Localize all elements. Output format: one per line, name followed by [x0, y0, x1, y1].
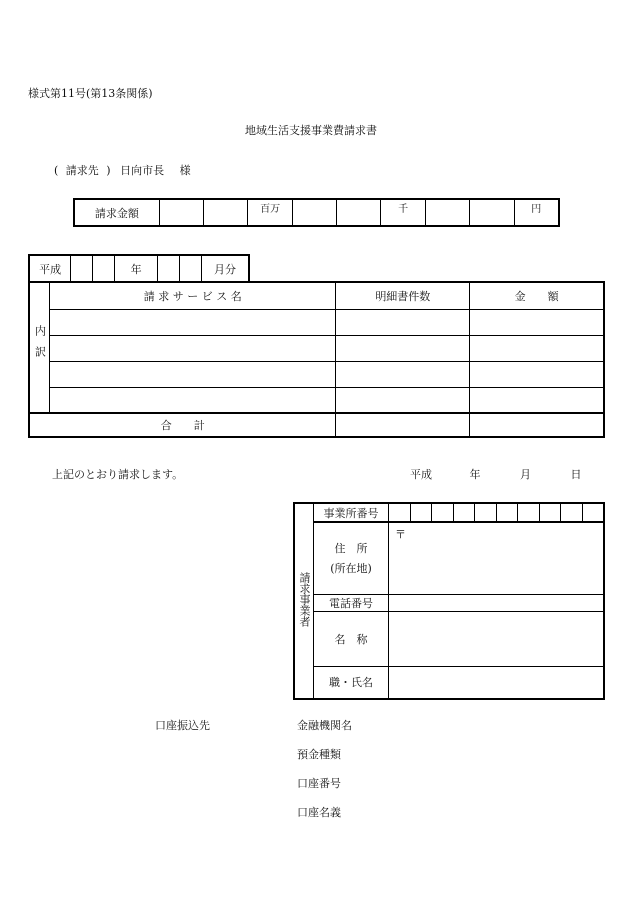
unit-yen: 円 — [531, 204, 542, 215]
unit-thousand: 千 — [398, 204, 409, 215]
bank-institution-label: 金融機関名 — [297, 719, 352, 732]
office-number-digit[interactable] — [540, 504, 562, 521]
amount-digit-cell-million[interactable] — [248, 199, 292, 226]
period-month-cell[interactable] — [158, 255, 180, 282]
office-number-digit[interactable] — [411, 504, 433, 521]
office-number-digit[interactable] — [454, 504, 476, 521]
office-number-cells — [389, 503, 605, 522]
total-count-cell[interactable] — [336, 413, 470, 437]
title-name-label: 職・氏名 — [314, 666, 389, 699]
addressee-paren-open: ( — [54, 164, 59, 177]
bank-account-holder-label: 口座名義 — [297, 806, 341, 819]
header-amount: 金 額 — [470, 282, 604, 309]
total-label: 合 計 — [29, 413, 336, 437]
period-month-unit: 月分 — [201, 255, 249, 282]
amount-label: 請求金額 — [74, 199, 159, 226]
page-title: 地域生活支援事業費請求書 — [245, 124, 377, 137]
statement-count-cell[interactable] — [336, 335, 470, 361]
amount-digit-cell[interactable] — [337, 199, 381, 226]
period-year-cell[interactable] — [93, 255, 115, 282]
address-field[interactable] — [389, 522, 605, 594]
title-name-field[interactable] — [389, 666, 605, 699]
postal-mark: 〒 — [395, 528, 406, 541]
claimant-side-label: 請求事業者 — [294, 503, 314, 699]
breakdown-table — [28, 281, 605, 438]
unit-million: 百万 — [260, 204, 281, 215]
service-name-cell[interactable] — [49, 387, 335, 413]
address-sub-label: (所在地) — [330, 562, 372, 576]
amount-cell[interactable] — [470, 309, 604, 335]
phone-label: 電話番号 — [314, 594, 389, 611]
period-year-cell[interactable] — [71, 255, 93, 282]
period-year-unit: 年 — [115, 255, 158, 282]
period-era: 平成 — [29, 255, 71, 282]
amount-table — [73, 198, 560, 227]
office-number-label: 事業所番号 — [314, 503, 389, 522]
addressee-line — [54, 165, 191, 176]
amount-digit-cell[interactable] — [425, 199, 469, 226]
amount-cell[interactable] — [470, 361, 604, 387]
claimant-table — [293, 502, 605, 700]
name-label: 名 称 — [314, 611, 389, 666]
office-number-digit[interactable] — [518, 504, 540, 521]
office-number-digit[interactable] — [583, 504, 604, 521]
office-number-digit[interactable] — [389, 504, 411, 521]
statement-date — [410, 469, 582, 480]
amount-digit-cell-thousand[interactable] — [381, 199, 425, 226]
header-statement-count: 明細書件数 — [336, 282, 470, 309]
addressee-name: 日向市長 — [120, 164, 165, 177]
statement-month-unit: 月 — [520, 468, 531, 481]
service-name-cell[interactable] — [49, 335, 335, 361]
statement-year-unit: 年 — [469, 468, 481, 481]
bank-heading: 口座振込先 — [155, 719, 210, 732]
phone-field[interactable] — [389, 594, 605, 611]
amount-cell[interactable] — [470, 387, 604, 413]
name-field[interactable] — [389, 611, 605, 666]
breakdown-side-label: 内訳 — [29, 282, 49, 413]
period-table — [28, 254, 250, 282]
amount-digit-cell[interactable] — [292, 199, 336, 226]
statement-era: 平成 — [410, 468, 432, 481]
amount-digit-cell[interactable] — [159, 199, 203, 226]
total-amount-cell[interactable] — [470, 413, 604, 437]
statement-count-cell[interactable] — [336, 361, 470, 387]
addressee-label: 請求先 — [65, 164, 99, 177]
address-label-cell — [314, 522, 389, 594]
statement-count-cell[interactable] — [336, 309, 470, 335]
bank-account-number-label: 口座番号 — [297, 777, 341, 790]
statement-count-cell[interactable] — [336, 387, 470, 413]
header-service-name: 請 求 サ ー ビ ス 名 — [49, 282, 335, 309]
amount-digit-cell-yen[interactable] — [514, 199, 559, 226]
service-name-cell[interactable] — [49, 361, 335, 387]
address-label: 住 所 — [334, 542, 368, 556]
service-name-cell[interactable] — [49, 309, 335, 335]
office-number-digit[interactable] — [497, 504, 519, 521]
amount-digit-cell[interactable] — [204, 199, 248, 226]
period-month-cell[interactable] — [180, 255, 202, 282]
addressee-honorific: 様 — [179, 164, 191, 177]
amount-cell[interactable] — [470, 335, 604, 361]
office-number-digit[interactable] — [475, 504, 497, 521]
statement-day-unit: 日 — [570, 468, 582, 481]
addressee-paren-close: ) — [106, 164, 111, 177]
office-number-digit[interactable] — [561, 504, 583, 521]
statement-text: 上記のとおり請求します。 — [52, 468, 184, 481]
bank-account-type-label: 預金種類 — [297, 748, 341, 761]
form-number: 様式第11号(第13条関係) — [28, 87, 153, 100]
office-number-digit[interactable] — [432, 504, 454, 521]
amount-digit-cell[interactable] — [470, 199, 514, 226]
